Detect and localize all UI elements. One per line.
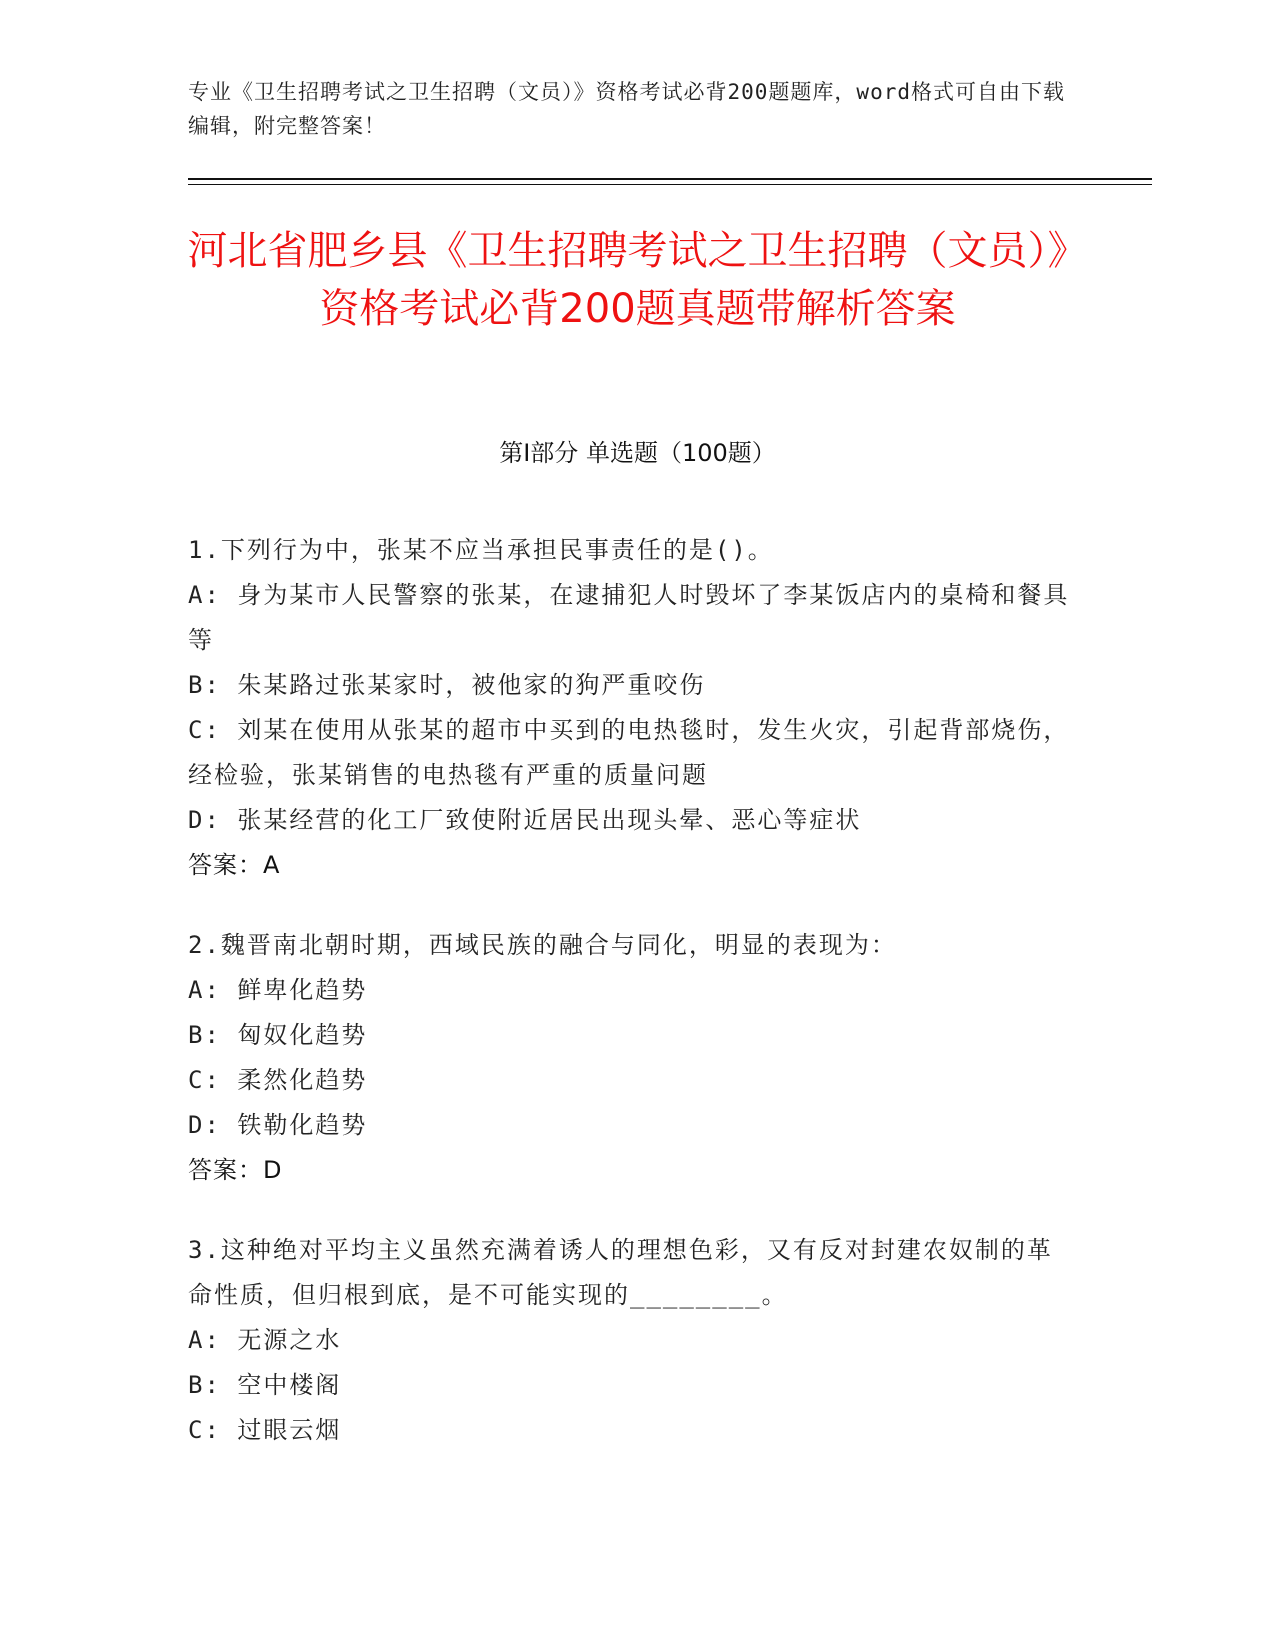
question-1: [188, 528, 1078, 888]
question-stem: 3.这种绝对平均主义虽然充满着诱人的理想色彩，又有反对封建农奴制的革命性质，但归根到底，是不可能实现的________。: [188, 1236, 1053, 1309]
header-note: 专业《卫生招聘考试之卫生招聘（文员）》资格考试必背200题题库，word格式可自由下载编辑，附完整答案！: [188, 80, 1065, 138]
question-list: [188, 528, 1078, 1488]
answer: 答案：A: [188, 851, 281, 879]
option-b: B: 朱某路过张某家时，被他家的狗严重咬伤: [188, 671, 706, 699]
option-a: A: 鲜卑化趋势: [188, 976, 368, 1004]
question-stem: 2.魏晋南北朝时期，西域民族的融合与同化，明显的表现为：: [188, 931, 897, 959]
section-title: 第I部分 单选题（100题）: [499, 439, 776, 467]
question-3: [188, 1228, 1078, 1453]
header-rule-thin: [188, 184, 1152, 185]
question-stem: 1.下列行为中，张某不应当承担民事责任的是()。: [188, 536, 774, 564]
answer: 答案：D: [188, 1156, 283, 1184]
option-a: A: 身为某市人民警察的张某，在逮捕犯人时毁坏了李某饭店内的桌椅和餐具等: [188, 581, 1070, 654]
option-a: A: 无源之水: [188, 1326, 342, 1354]
option-d: D: 张某经营的化工厂致使附近居民出现头晕、恶心等症状: [188, 806, 862, 834]
question-2: [188, 923, 1078, 1193]
option-d: D: 铁勒化趋势: [188, 1111, 368, 1139]
document-title: 河北省肥乡县《卫生招聘考试之卫生招聘（文员）》资格考试必背200题真题带解析答案: [187, 228, 1088, 332]
option-c: C: 柔然化趋势: [188, 1066, 368, 1094]
option-b: B: 匈奴化趋势: [188, 1021, 368, 1049]
option-b: B: 空中楼阁: [188, 1371, 342, 1399]
option-c: C: 过眼云烟: [188, 1416, 342, 1444]
header-rule-thick: [188, 178, 1152, 180]
option-c: C: 刘某在使用从张某的超市中买到的电热毯时，发生火灾，引起背部烧伤，经检验，张某销售的电热毯有严重的质量问题: [188, 716, 1070, 789]
